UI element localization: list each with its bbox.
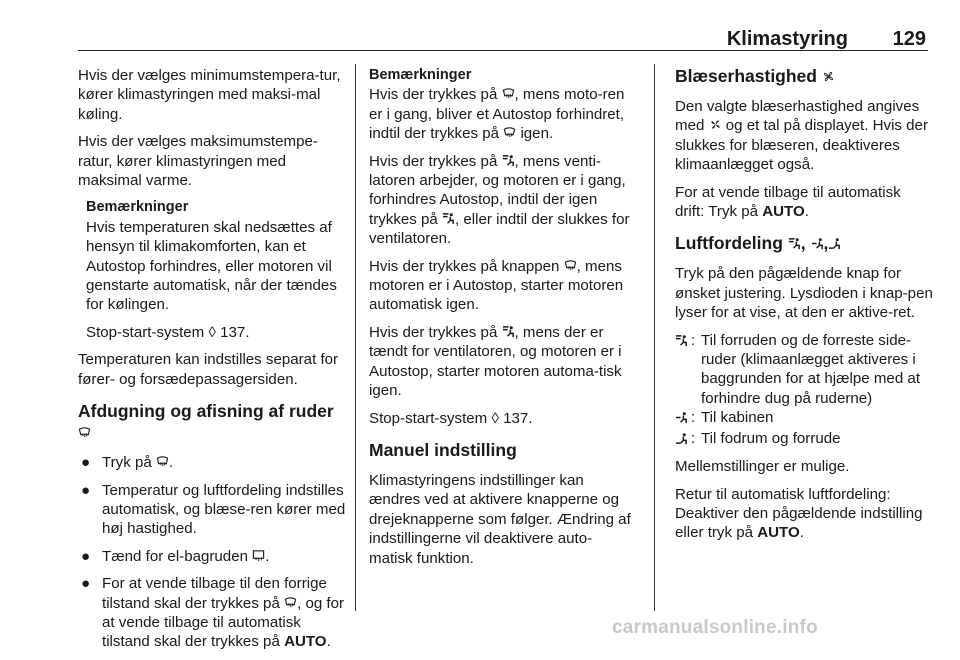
note-paragraph bbox=[369, 152, 634, 249]
separator: , bbox=[823, 233, 829, 254]
windshield-defrost-icon bbox=[284, 596, 297, 609]
fan-text: og et tal på displayet. Hvis der slukkes for blæseren, deaktiveres klimaanlægget også. bbox=[675, 117, 928, 174]
heading-defrost-text: Afdugning og afisning af ruder bbox=[78, 401, 334, 422]
air-cabin-icon bbox=[675, 411, 688, 424]
bullet-text-mid: , og for at vende tilbage til automatisk tilstand skal der trykkes på bbox=[102, 594, 345, 651]
bullet-text: Tænd for el-bagruden bbox=[102, 547, 248, 565]
windshield-defrost-icon bbox=[502, 87, 515, 100]
air-footwell-icon bbox=[828, 237, 841, 250]
column-right bbox=[675, 66, 933, 551]
note-text: igen. bbox=[520, 125, 554, 143]
note-text: Hvis der trykkes på bbox=[369, 86, 498, 104]
page-number: 129 bbox=[892, 28, 926, 50]
air-windshield-icon bbox=[502, 154, 515, 167]
paragraph-return-auto bbox=[675, 485, 933, 543]
fan-text: Den valgte blæserhastighed angives med bbox=[675, 98, 920, 135]
bullet-text: For at vende tilbage til den forrige tilstand skal der trykkes på bbox=[102, 575, 327, 612]
reference-text: Stop-start-system bbox=[369, 409, 488, 427]
auto-keyword: AUTO bbox=[284, 633, 327, 651]
period: . bbox=[804, 203, 809, 221]
period: . bbox=[168, 454, 174, 472]
bullet-text: Tryk på bbox=[102, 454, 152, 472]
fan-outline-icon bbox=[822, 70, 835, 83]
windshield-defrost-icon bbox=[564, 259, 577, 272]
air-footwell-icon bbox=[675, 432, 688, 445]
heading-air-distribution bbox=[675, 233, 933, 254]
bullet-icon: ● bbox=[81, 454, 91, 472]
reference-page-link[interactable]: 137. bbox=[220, 323, 250, 341]
air-windshield-icon bbox=[788, 237, 801, 250]
paragraph-max-temp: Hvis der vælges maksimumstempe-ratur, kører klimastyringen med maksimal varme. bbox=[78, 133, 318, 190]
fan-icon bbox=[709, 118, 722, 131]
watermark: carmanualsonline.info bbox=[612, 617, 818, 638]
list-item bbox=[78, 481, 350, 539]
note-text: Hvis der trykkes på knappen bbox=[369, 257, 560, 275]
column-left bbox=[78, 66, 350, 660]
heading-dist-text: Luftfordeling bbox=[675, 233, 783, 254]
reference-paragraph bbox=[369, 409, 634, 428]
note-text: Hvis der trykkes på bbox=[369, 323, 498, 341]
chapter-title: Klimastyring bbox=[726, 28, 848, 50]
note-text: , mens der er tændt for ventilatoren, og motoren er i Autostop, starter motoren automa-tisk igen. bbox=[369, 323, 622, 400]
windshield-defrost-icon bbox=[503, 126, 516, 139]
reference-arrow-icon: ◊ bbox=[208, 323, 216, 341]
auto-keyword: AUTO bbox=[762, 203, 805, 221]
list-item bbox=[78, 453, 350, 472]
note-paragraph bbox=[369, 257, 634, 315]
definition-text: Til fodrum og forrude bbox=[701, 429, 841, 447]
separator: : bbox=[691, 331, 696, 349]
note-paragraph bbox=[369, 323, 634, 401]
heading-fan-text: Blæserhastighed bbox=[675, 66, 817, 86]
list-item bbox=[675, 331, 933, 409]
column-middle bbox=[369, 66, 634, 576]
heading-manual: Manuel indstilling bbox=[369, 439, 517, 460]
bullet-text: Temperatur og luftfordeling indstilles automatisk, og blæse-ren kører med høj hastighed. bbox=[102, 481, 346, 538]
list-item bbox=[78, 574, 350, 652]
bullet-icon: ● bbox=[81, 575, 91, 593]
definition-text: Til forruden og de forreste side-ruder (klimaanlægget aktiveres i baggrunden for at hjælpe med at forhindre dug på ruderne) bbox=[701, 331, 921, 407]
note-reference bbox=[86, 323, 350, 342]
separator: : bbox=[691, 429, 696, 447]
page-header bbox=[78, 22, 928, 51]
note-text: , eller indtil der slukkes for ventilatoren. bbox=[369, 210, 630, 248]
auto-text: For at vende tilbage til automatisk drift: Tryk på bbox=[675, 183, 901, 221]
air-windshield-icon bbox=[502, 325, 515, 338]
rear-window-heater-icon bbox=[252, 549, 265, 562]
note-title: Bemærkninger bbox=[369, 67, 472, 83]
note-paragraph bbox=[369, 85, 634, 143]
note-text: , mens venti-latoren arbejder, og motoren er i gang, forhindres Autostop, indtil der igen trykkes på bbox=[369, 152, 626, 228]
note-box bbox=[78, 198, 350, 342]
note-title: Bemærkninger bbox=[86, 199, 189, 216]
heading-fan-speed bbox=[675, 66, 933, 87]
bullet-icon: ● bbox=[81, 481, 91, 499]
note-text: , mens moto-ren er i gang, bliver et Autostop forhindret, indtil der trykkes på bbox=[369, 86, 625, 143]
windshield-defrost-icon bbox=[156, 455, 169, 468]
reference-arrow-icon: ◊ bbox=[491, 409, 499, 427]
paragraph-manual: Klimastyringens indstillinger kan ændres ved at aktivere knapperne og drejeknapperne som følger. Ændring af indstillingerne vil deaktivere auto-matisk funktion. bbox=[369, 471, 631, 567]
note-text: Hvis temperaturen skal nedsættes af hensyn til klimakomforten, kan et Autostop forhindres, eller motoren vil genstarte automatisk, når der tændes for kølingen. bbox=[86, 218, 337, 314]
period: . bbox=[326, 633, 331, 651]
paragraph-dist: Tryk på den pågældende knap for ønsket justering. Lysdioden i knap-pen lyser for at vise, at den er aktive-ret. bbox=[675, 265, 933, 322]
separator: , bbox=[800, 233, 806, 254]
paragraph-intermediate: Mellemstillinger er mulige. bbox=[675, 458, 850, 476]
windshield-defrost-icon bbox=[78, 426, 91, 439]
reference-text: Stop-start-system bbox=[86, 323, 205, 341]
note-text: Hvis der trykkes på bbox=[369, 152, 498, 170]
note-text: , mens motoren er i Autostop, starter motoren automatisk igen. bbox=[369, 257, 624, 314]
column-divider bbox=[654, 64, 655, 611]
return-text: Retur til automatisk luftfordeling: Deaktiver den pågældende indstilling eller tryk på bbox=[675, 485, 923, 542]
period: . bbox=[799, 524, 804, 542]
heading-defrost bbox=[78, 401, 350, 443]
list-item bbox=[675, 408, 933, 428]
bullet-icon: ● bbox=[81, 547, 91, 565]
definition-list bbox=[675, 331, 933, 449]
column-divider bbox=[355, 64, 356, 611]
air-windshield-icon bbox=[442, 212, 455, 225]
air-windshield-icon bbox=[675, 334, 688, 347]
definition-text: Til kabinen bbox=[701, 409, 774, 427]
separator: : bbox=[691, 409, 696, 427]
paragraph-temp-separate: Temperaturen kan indstilles separat for fører- og forsædepassagersiden. bbox=[78, 351, 339, 388]
list-item bbox=[675, 429, 933, 449]
air-cabin-icon bbox=[811, 237, 824, 250]
paragraph-min-temp: Hvis der vælges minimumstempera-tur, kører klimastyringen med maksi-mal køling. bbox=[78, 67, 341, 123]
auto-keyword: AUTO bbox=[757, 524, 800, 542]
reference-page-link[interactable]: 137. bbox=[503, 409, 533, 427]
paragraph-fan bbox=[675, 97, 933, 175]
paragraph-auto bbox=[675, 183, 933, 222]
list-item bbox=[78, 547, 350, 566]
period: . bbox=[265, 547, 270, 565]
